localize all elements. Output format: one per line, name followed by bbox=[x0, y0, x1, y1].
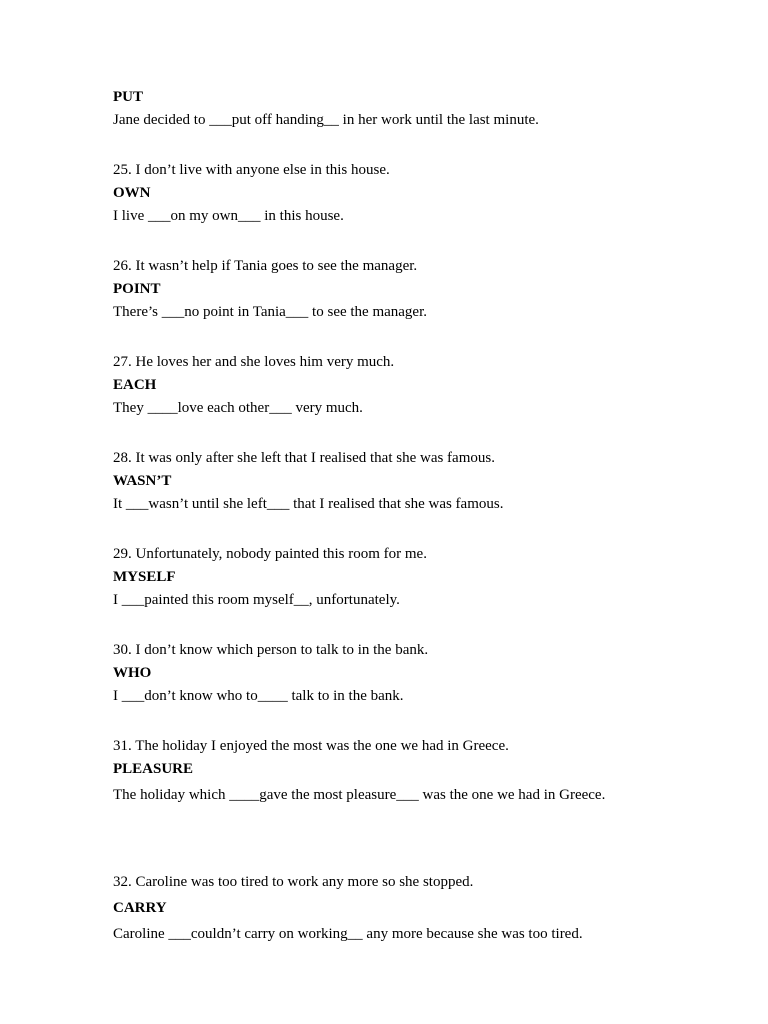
exercise-25 bbox=[113, 159, 713, 228]
exercise-26 bbox=[113, 255, 713, 324]
exercise-32 bbox=[113, 871, 713, 946]
keyword: PLEASURE bbox=[113, 761, 194, 777]
exercise-24 bbox=[113, 86, 713, 132]
answer: I ___painted this room myself__, unfortunately. bbox=[113, 592, 400, 608]
answer: I ___don’t know who to____ talk to in the bank. bbox=[113, 688, 404, 704]
exercise-28 bbox=[113, 447, 713, 516]
question: 25. I don’t live with anyone else in this house. bbox=[113, 162, 390, 178]
exercise-29 bbox=[113, 543, 713, 612]
keyword: WHO bbox=[113, 665, 152, 681]
answer: It ___wasn’t until she left___ that I realised that she was famous. bbox=[113, 496, 504, 512]
keyword: CARRY bbox=[113, 900, 167, 916]
exercise-list bbox=[113, 86, 713, 946]
keyword: OWN bbox=[113, 185, 151, 201]
keyword: WASN’T bbox=[113, 473, 172, 489]
keyword: POINT bbox=[113, 281, 161, 297]
question: 32. Caroline was too tired to work any more so she stopped. bbox=[113, 874, 474, 890]
answer: I live ___on my own___ in this house. bbox=[113, 208, 344, 224]
question: 30. I don’t know which person to talk to in the bank. bbox=[113, 642, 429, 658]
exercise-31 bbox=[113, 735, 713, 807]
answer: The holiday which ____gave the most pleasure___ was the one we had in Greece. bbox=[113, 787, 606, 803]
question: 27. He loves her and she loves him very much. bbox=[113, 354, 395, 370]
keyword: EACH bbox=[113, 377, 157, 393]
question: 26. It wasn’t help if Tania goes to see the manager. bbox=[113, 258, 418, 274]
question: 29. Unfortunately, nobody painted this room for me. bbox=[113, 546, 427, 562]
answer: There’s ___no point in Tania___ to see the manager. bbox=[113, 304, 428, 320]
exercise-30 bbox=[113, 639, 713, 708]
keyword: MYSELF bbox=[113, 569, 176, 585]
answer: They ____love each other___ very much. bbox=[113, 400, 363, 416]
question: 31. The holiday I enjoyed the most was the one we had in Greece. bbox=[113, 738, 509, 754]
keyword: PUT bbox=[113, 89, 143, 105]
exercise-27 bbox=[113, 351, 713, 420]
answer: Jane decided to ___put off handing__ in her work until the last minute. bbox=[113, 112, 539, 128]
answer: Caroline ___couldn’t carry on working__ any more because she was too tired. bbox=[113, 926, 583, 942]
question: 28. It was only after she left that I realised that she was famous. bbox=[113, 450, 495, 466]
